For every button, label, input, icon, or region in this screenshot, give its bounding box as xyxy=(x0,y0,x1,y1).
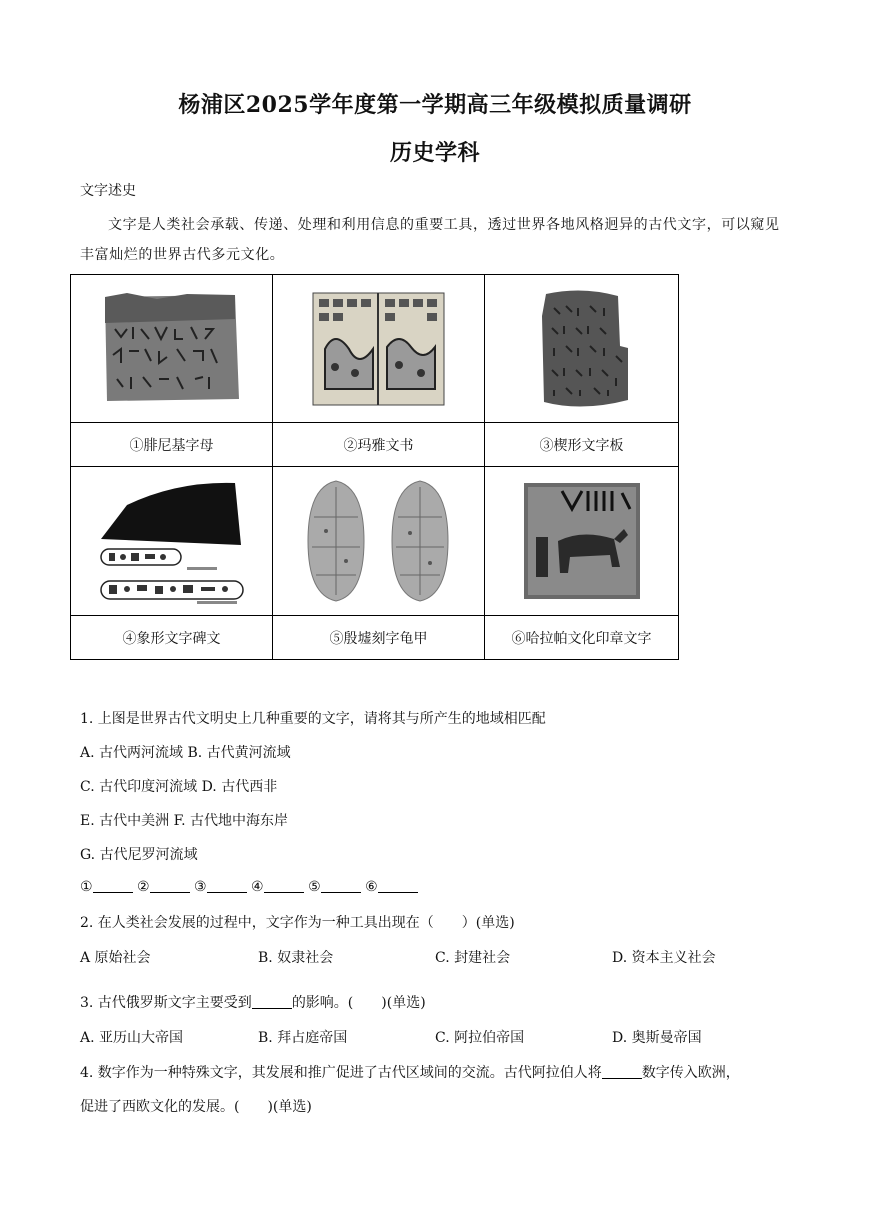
cuneiform-tablet-icon xyxy=(532,286,632,412)
answer-blank[interactable] xyxy=(602,1064,642,1079)
answer-blank[interactable] xyxy=(93,878,133,893)
question-3-stem xyxy=(80,992,426,1012)
question-3-option-c[interactable]: C. 阿拉伯帝国 xyxy=(435,1030,525,1046)
figure-caption: ④象形文字碑文 xyxy=(71,616,273,660)
intro-paragraph: 文字是人类社会承载、传递、处理和利用信息的重要工具，透过世界各地风格迥异的古代文字，可以窥见丰富灿烂的世界古代多元文化。 xyxy=(80,217,780,263)
question-2-option-b[interactable]: B. 奴隶社会 xyxy=(258,950,334,966)
blank-label: ⑤ xyxy=(308,879,321,895)
question-4-stem-before: 4. 数字作为一种特殊文字，其发展和推广促进了古代区域间的交流。古代阿拉伯人将 xyxy=(80,1065,602,1081)
figure-caption: ②玛雅文书 xyxy=(273,423,485,467)
question-2-option-c[interactable]: C. 封建社会 xyxy=(435,950,511,966)
blank-label: ② xyxy=(137,879,150,895)
answer-blank[interactable] xyxy=(378,878,418,893)
figure-cell xyxy=(273,467,485,616)
figure-caption: ③楔形文字板 xyxy=(485,423,679,467)
question-4-stem xyxy=(80,1062,740,1082)
question-1-option-line: C. 古代印度河流域 D. 古代西非 xyxy=(80,779,278,795)
page-title: 杨浦区2025学年度第一学期高三年级模拟质量调研 xyxy=(178,92,692,118)
question-3-option-d[interactable]: D. 奥斯曼帝国 xyxy=(612,1030,702,1046)
blank-label: ④ xyxy=(251,879,264,895)
answer-blank[interactable] xyxy=(321,878,361,893)
question-2-option-d[interactable]: D. 资本主义社会 xyxy=(612,950,716,966)
question-2-option-a[interactable]: A 原始社会 xyxy=(80,950,151,966)
figure-cell xyxy=(273,275,485,423)
oracle-turtle-shell-icon xyxy=(294,477,464,605)
question-1-stem: 1. 上图是世界古代文明史上几种重要的文字，请将其与所产生的地域相匹配 xyxy=(80,711,546,727)
maya-codex-icon xyxy=(311,289,446,409)
question-1-option-line: A. 古代两河流域 B. 古代黄河流域 xyxy=(80,745,291,761)
question-3-stem-before: 3. 古代俄罗斯文字主要受到 xyxy=(80,995,252,1011)
figure-caption: ①腓尼基字母 xyxy=(71,423,273,467)
blank-label: ⑥ xyxy=(365,879,378,895)
blank-label: ③ xyxy=(194,879,207,895)
figure-cell xyxy=(71,275,273,423)
question-4-line-2: 促进了西欧文化的发展。( )(单选) xyxy=(80,1099,312,1115)
page-subtitle: 历史学科 xyxy=(389,140,480,166)
answer-blank[interactable] xyxy=(150,878,190,893)
blank-label: ① xyxy=(80,879,93,895)
section-heading: 文字述史 xyxy=(80,183,136,199)
question-1-answer-blanks xyxy=(80,878,418,895)
figure-cell xyxy=(485,275,679,423)
question-1-option-line: G. 古代尼罗河流域 xyxy=(80,847,198,863)
hieroglyph-stele-icon xyxy=(97,477,247,605)
question-3-option-b[interactable]: B. 拜占庭帝国 xyxy=(258,1030,348,1046)
answer-blank[interactable] xyxy=(252,994,292,1009)
question-3-option-a[interactable]: A. 亚历山大帝国 xyxy=(80,1030,184,1046)
question-3-stem-after: 的影响。( )(单选) xyxy=(291,995,426,1011)
harappan-seal-icon xyxy=(522,481,642,601)
figure-caption: ⑥哈拉帕文化印章文字 xyxy=(485,616,679,660)
figure-caption: ⑤殷墟刻字龟甲 xyxy=(273,616,485,660)
question-4-stem-after: 数字传入欧洲， xyxy=(641,1065,740,1081)
answer-blank[interactable] xyxy=(207,878,247,893)
answer-blank[interactable] xyxy=(264,878,304,893)
question-2-stem: 2. 在人类社会发展的过程中，文字作为一种工具出现在（ ）(单选) xyxy=(80,915,515,931)
figure-cell xyxy=(485,467,679,616)
figure-table xyxy=(70,274,679,660)
question-1-option-line: E. 古代中美洲 F. 古代地中海东岸 xyxy=(80,813,289,829)
phoenician-inscription-icon xyxy=(97,289,247,409)
figure-cell xyxy=(71,467,273,616)
